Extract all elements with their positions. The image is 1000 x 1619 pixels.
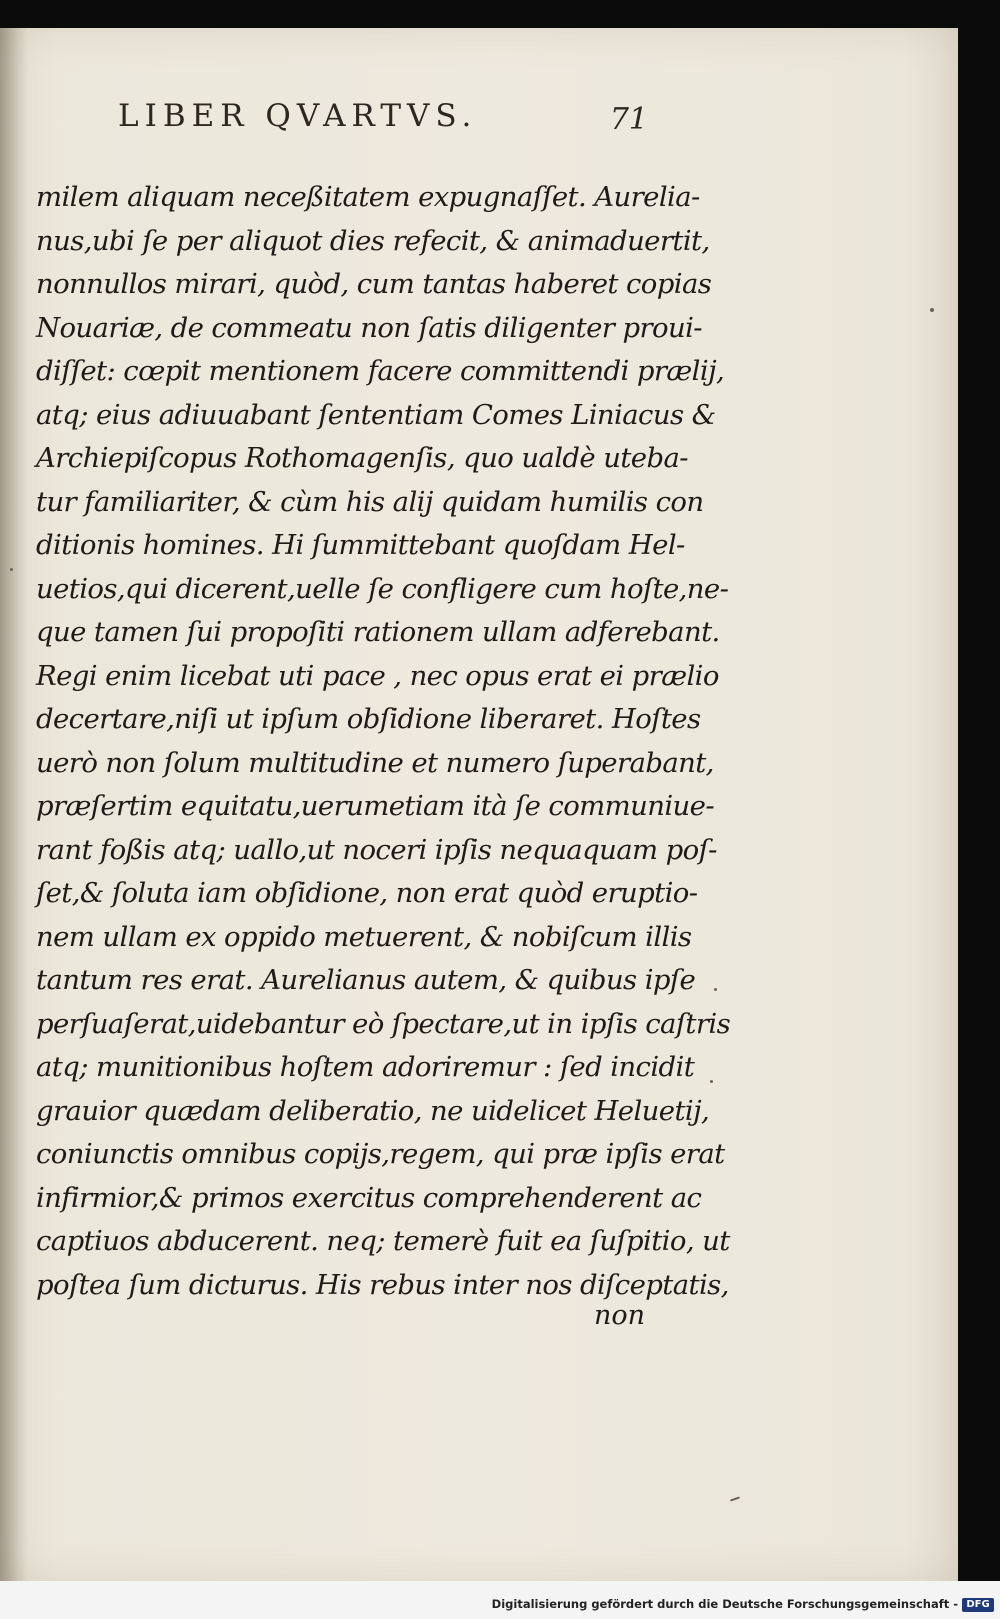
funding-credit: Digitalisierung gefördert durch die Deutsche Forschungsgemeinschaft - [491,1597,958,1611]
footer-bar [0,1581,1000,1619]
text-line: nem ullam ex oppido metuerent, & nobiſcum illis [36,920,692,953]
text-line: captiuos abducerent. neq; temerè fuit ea ſuſpitio, ut [36,1225,730,1257]
paper-speck [714,988,717,991]
text-line: decertare,niſi ut ipſum obſidione liberaret. Hoſtes [36,703,701,735]
running-title: LIBER QVARTVS. [118,98,478,134]
text-line: ditionis homines. Hi ſummittebant quoſdam Hel- [36,529,685,561]
text-line: coniunctis omnibus copijs,regem, qui præ ipſis erat [36,1138,725,1170]
page-number: 71 [609,102,648,137]
running-head [118,98,678,148]
body-text [36,176,731,1307]
catchword: non [594,1300,646,1331]
paper-speck [710,1080,713,1083]
dfg-logo: DFG [962,1598,994,1612]
text-line: atq; eius adiuuabant ſententiam Comes Liniacus & [36,398,716,431]
text-line: infirmior,& primos exercitus comprehenderent ac [36,1181,702,1214]
text-line: atq; munitionibus hoſtem adoriremur : ſed incidit [36,1051,695,1083]
text-line: ſet,& ſoluta iam obſidione, non erat quòd eruptio- [36,877,698,909]
paper-speck [10,568,13,571]
text-line: tantum res erat. Aurelianus autem, & quibus ipſe [36,964,696,996]
text-line: diſſet: cœpit mentionem facere committendi prælij, [36,355,725,387]
text-line: rant foßis atq; uallo,ut noceri ipſis nequaquam poſ- [36,833,717,866]
text-line: uetios,qui dicerent,uelle ſe confligere cum hoſte,ne- [36,572,729,605]
book-page [0,28,958,1581]
text-line: que tamen ſui propoſiti rationem ullam adferebant. [36,616,720,648]
text-line: Regi enim licebat uti pace , nec opus erat ei prælio [36,659,719,692]
text-line: præſertim equitatu,uerumetiam ità ſe communiue- [36,790,715,822]
gutter-shadow [0,28,28,1581]
text-line: poſtea ſum dicturus. His rebus inter nos diſceptatis, [36,1268,729,1301]
paper-speck [730,1496,740,1501]
text-line: grauior quædam deliberatio, ne uidelicet Heluetij, [36,1094,710,1127]
text-line: uerò non ſolum multitudine et numero ſuperabant, [36,746,714,779]
text-line: perſuaſerat,uidebantur eò ſpectare,ut in ipſis caſtris [36,1007,731,1040]
text-line: milem aliquam neceßitatem expugnaſſet. Aurelia- [36,181,700,213]
text-line: tur familiariter, & cùm his alij quidam humilis con [36,485,704,518]
paper-speck [930,308,934,312]
text-line: nus,ubi ſe per aliquot dies refecit, & animaduertit, [36,224,710,257]
text-line: Nouariæ, de commeatu non ſatis diligenter proui- [36,311,702,344]
text-line: nonnullos mirari, quòd, cum tantas haberet copias [36,268,712,300]
text-line: Archiepiſcopus Rothomagenſis, quo ualdè uteba- [36,442,688,474]
